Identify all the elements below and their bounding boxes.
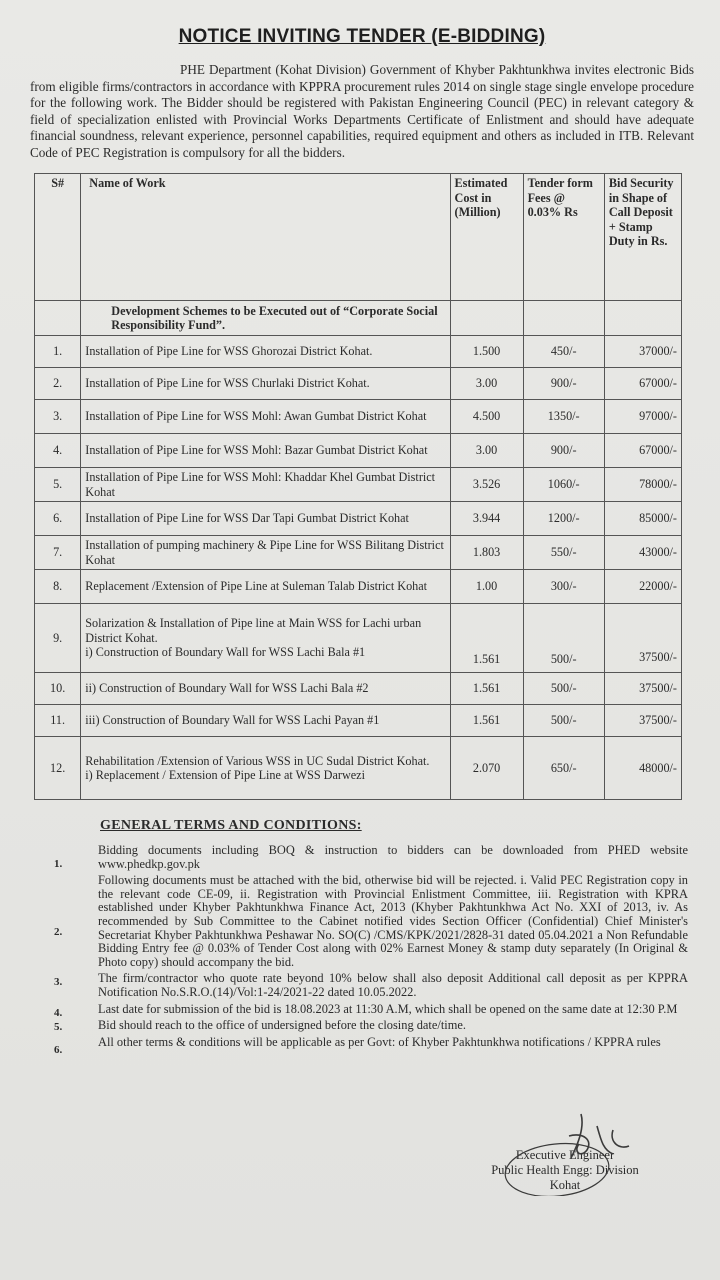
row-fee: 900/- — [523, 434, 604, 468]
row-cost: 3.526 — [450, 468, 523, 502]
row-fee: 450/- — [523, 336, 604, 368]
row-bid: 43000/- — [604, 536, 681, 570]
term-text: Bid should reach to the office of undersigned before the closing date/time. — [98, 1018, 466, 1033]
signature-office: Public Health Engg: Division — [491, 1163, 639, 1177]
intro-paragraph: PHE Department (Kohat Division) Government of Khyber Pakhtunkhwa invites electronic Bids from eligible firms/contractors in accordance with KPPRA procurement rules 2014 on single stage single envelope procedure for the following work. The Bidder should be registered with Pakistan Engineering Council (PEC) in relevant category & field of specialization enlisted with Provincial Works Departments Certificate of Enlistment and should have adequate financial soundness, relevant experience, personnel capabilities, required equipment and others as included in ITB. Relevant Code of PEC Registration is compulsory for all the bidders. — [30, 62, 694, 160]
row-bid: 37500/- — [604, 604, 681, 673]
row-sn: 10. — [35, 673, 81, 705]
row-sn: 7. — [35, 536, 81, 570]
term-number: 1. — [54, 858, 63, 870]
term-item — [30, 1019, 694, 1033]
signature-location: Kohat — [549, 1178, 581, 1192]
table-row — [35, 536, 682, 570]
term-number: 3. — [54, 976, 63, 989]
table-row — [35, 570, 682, 604]
notice-title: NOTICE INVITING TENDER (E-BIDDING) — [178, 26, 546, 47]
row-cost: 3.944 — [450, 502, 523, 536]
term-text: Following documents must be attached with the bid, otherwise bid will be rejected. i. Valid PEC Registration copy in the relevant code CE-09, ii. Registration with Provincial Enlistment Committee, iii. Registration with KPRA established under Khyber Pakhtunkhwa Finance Act, 2013 (Khyber Pakhtunkhwa Act No. XXI of 2013, iv. As recommended by Sub Committee to the Cabinet notified vides Section Officer (Confidential) Chief Minister's Secretariat Khyber Pakhtunkhwa Peshawar No. SO(C) /CMS/KPK/2021/2828-31 dated 05.04.2021 a Non Refundable Bidding Entry fee @ 0.03% of Tender Cost along with 02% Earnest Money & stamp duty separately (In Original & Photo copy) should accompany the bid. — [98, 873, 688, 969]
terms-heading: GENERAL TERMS AND CONDITIONS: — [100, 818, 362, 833]
table-row — [35, 673, 682, 705]
row-fee: 300/- — [523, 570, 604, 604]
term-text: The firm/contractor who quote rate beyond 10% below shall also deposit Additional call deposit as per KPPRA Notification No.S.R.O.(14)/Vol:1-24/2021-22 dated 10.05.2022. — [98, 971, 688, 999]
section-title: Development Schemes to be Executed out of “Corporate Social Responsibility Fund”. — [81, 301, 450, 336]
row-fee: 1060/- — [523, 468, 604, 502]
row-name-cell — [81, 737, 450, 800]
table-row — [35, 468, 682, 502]
terms-list — [30, 843, 694, 1056]
term-text: Bidding documents including BOQ & instruction to bidders can be downloaded from PHED website www.phedkp.gov.pk — [98, 843, 688, 871]
row-fee: 500/- — [523, 705, 604, 737]
table-row — [35, 502, 682, 536]
row-subname: i) Construction of Boundary Wall for WSS Lachi Bala #1 — [85, 645, 366, 660]
table-row — [35, 705, 682, 737]
row-sn: 6. — [35, 502, 81, 536]
row-name-cell — [81, 604, 450, 673]
row-bid: 37000/- — [604, 336, 681, 368]
row-bid: 67000/- — [604, 434, 681, 468]
row-sn: 5. — [35, 468, 81, 502]
row-cost: 4.500 — [450, 400, 523, 434]
row-cost: 2.070 — [450, 737, 523, 800]
row-sn: 9. — [35, 604, 81, 673]
term-item — [30, 1034, 694, 1056]
row-cost: 1.561 — [450, 673, 523, 705]
row-fee: 500/- — [523, 604, 604, 673]
row-sn: 12. — [35, 737, 81, 800]
table-row — [35, 336, 682, 368]
row-cost: 1.00 — [450, 570, 523, 604]
table-row — [35, 400, 682, 434]
row-fee: 900/- — [523, 368, 604, 400]
signature-block — [465, 1148, 665, 1193]
table-header-row — [35, 174, 682, 301]
row-name: Installation of Pipe Line for WSS Churlaki District Kohat. — [81, 368, 450, 400]
row-bid: 37500/- — [604, 673, 681, 705]
row-sn: 2. — [35, 368, 81, 400]
table-row — [35, 604, 682, 673]
row-name: Solarization & Installation of Pipe line at Main WSS for Lachi urban District Kohat. — [85, 616, 422, 645]
row-fee: 550/- — [523, 536, 604, 570]
table-row — [35, 434, 682, 468]
header-name-of-work: Name of Work — [81, 174, 450, 301]
row-cost: 3.00 — [450, 368, 523, 400]
table-row — [35, 737, 682, 800]
row-cost: 1.561 — [450, 705, 523, 737]
row-cost: 1.803 — [450, 536, 523, 570]
signature-scrawl-icon — [473, 1106, 643, 1196]
row-bid: 37500/- — [604, 705, 681, 737]
row-name: Installation of Pipe Line for WSS Ghorozai District Kohat. — [81, 336, 450, 368]
row-bid: 78000/- — [604, 468, 681, 502]
row-bid: 85000/- — [604, 502, 681, 536]
row-bid: 97000/- — [604, 400, 681, 434]
row-sn: 4. — [35, 434, 81, 468]
row-sn: 3. — [35, 400, 81, 434]
row-bid: 67000/- — [604, 368, 681, 400]
term-number: 5. — [54, 1021, 63, 1034]
row-name: ii) Construction of Boundary Wall for WSS Lachi Bala #2 — [81, 673, 450, 705]
row-name: Installation of Pipe Line for WSS Mohl: Awan Gumbat District Kohat — [81, 400, 450, 434]
row-name: Installation of Pipe Line for WSS Dar Tapi Gumbat District Kohat — [81, 502, 450, 536]
term-number: 2. — [54, 926, 63, 939]
row-fee: 1200/- — [523, 502, 604, 536]
row-sn: 8. — [35, 570, 81, 604]
row-cost: 1.500 — [450, 336, 523, 368]
header-bid-security: Bid Security in Shape of Call Deposit + Stamp Duty in Rs. — [604, 174, 681, 301]
row-fee: 1350/- — [523, 400, 604, 434]
term-number: 4. — [54, 1006, 63, 1019]
signature-designation: Executive Engineer — [515, 1148, 615, 1162]
row-name: Rehabilitation /Extension of Various WSS in UC Sudal District Kohat. — [85, 753, 430, 768]
tender-table — [34, 173, 682, 800]
row-sn: 11. — [35, 705, 81, 737]
term-item — [30, 874, 694, 969]
term-text: All other terms & conditions will be applicable as per Govt: of Khyber Pakhtunkhwa notifications / KPPRA rules — [98, 1034, 661, 1049]
table-row — [35, 368, 682, 400]
term-item — [30, 1003, 694, 1017]
term-number: 6. — [54, 1043, 63, 1056]
term-text: Last date for submission of the bid is 18.08.2023 at 11:30 A.M, which shall be opened on the same date at 12:30 P.M — [98, 1001, 678, 1016]
row-name: Installation of Pipe Line for WSS Mohl: Khaddar Khel Gumbat District Kohat — [81, 468, 450, 502]
row-name: Replacement /Extension of Pipe Line at Suleman Talab District Kohat — [81, 570, 450, 604]
header-sn: S# — [35, 174, 81, 301]
term-item — [30, 844, 694, 871]
row-bid: 48000/- — [604, 737, 681, 800]
header-estimated-cost: Estimated Cost in (Million) — [450, 174, 523, 301]
row-name: Installation of Pipe Line for WSS Mohl: Bazar Gumbat District Kohat — [81, 434, 450, 468]
row-subname: i) Replacement / Extension of Pipe Line at WSS Darwezi — [85, 768, 365, 782]
row-name: iii) Construction of Boundary Wall for WSS Lachi Payan #1 — [81, 705, 450, 737]
term-item — [30, 972, 694, 999]
row-fee: 500/- — [523, 673, 604, 705]
row-fee: 650/- — [523, 737, 604, 800]
header-tender-fee: Tender form Fees @ 0.03% Rs — [523, 174, 604, 301]
row-cost: 3.00 — [450, 434, 523, 468]
row-cost: 1.561 — [450, 604, 523, 673]
row-name: Installation of pumping machinery & Pipe Line for WSS Bilitang District Kohat — [81, 536, 450, 570]
row-sn: 1. — [35, 336, 81, 368]
section-row — [35, 301, 682, 336]
row-bid: 22000/- — [604, 570, 681, 604]
